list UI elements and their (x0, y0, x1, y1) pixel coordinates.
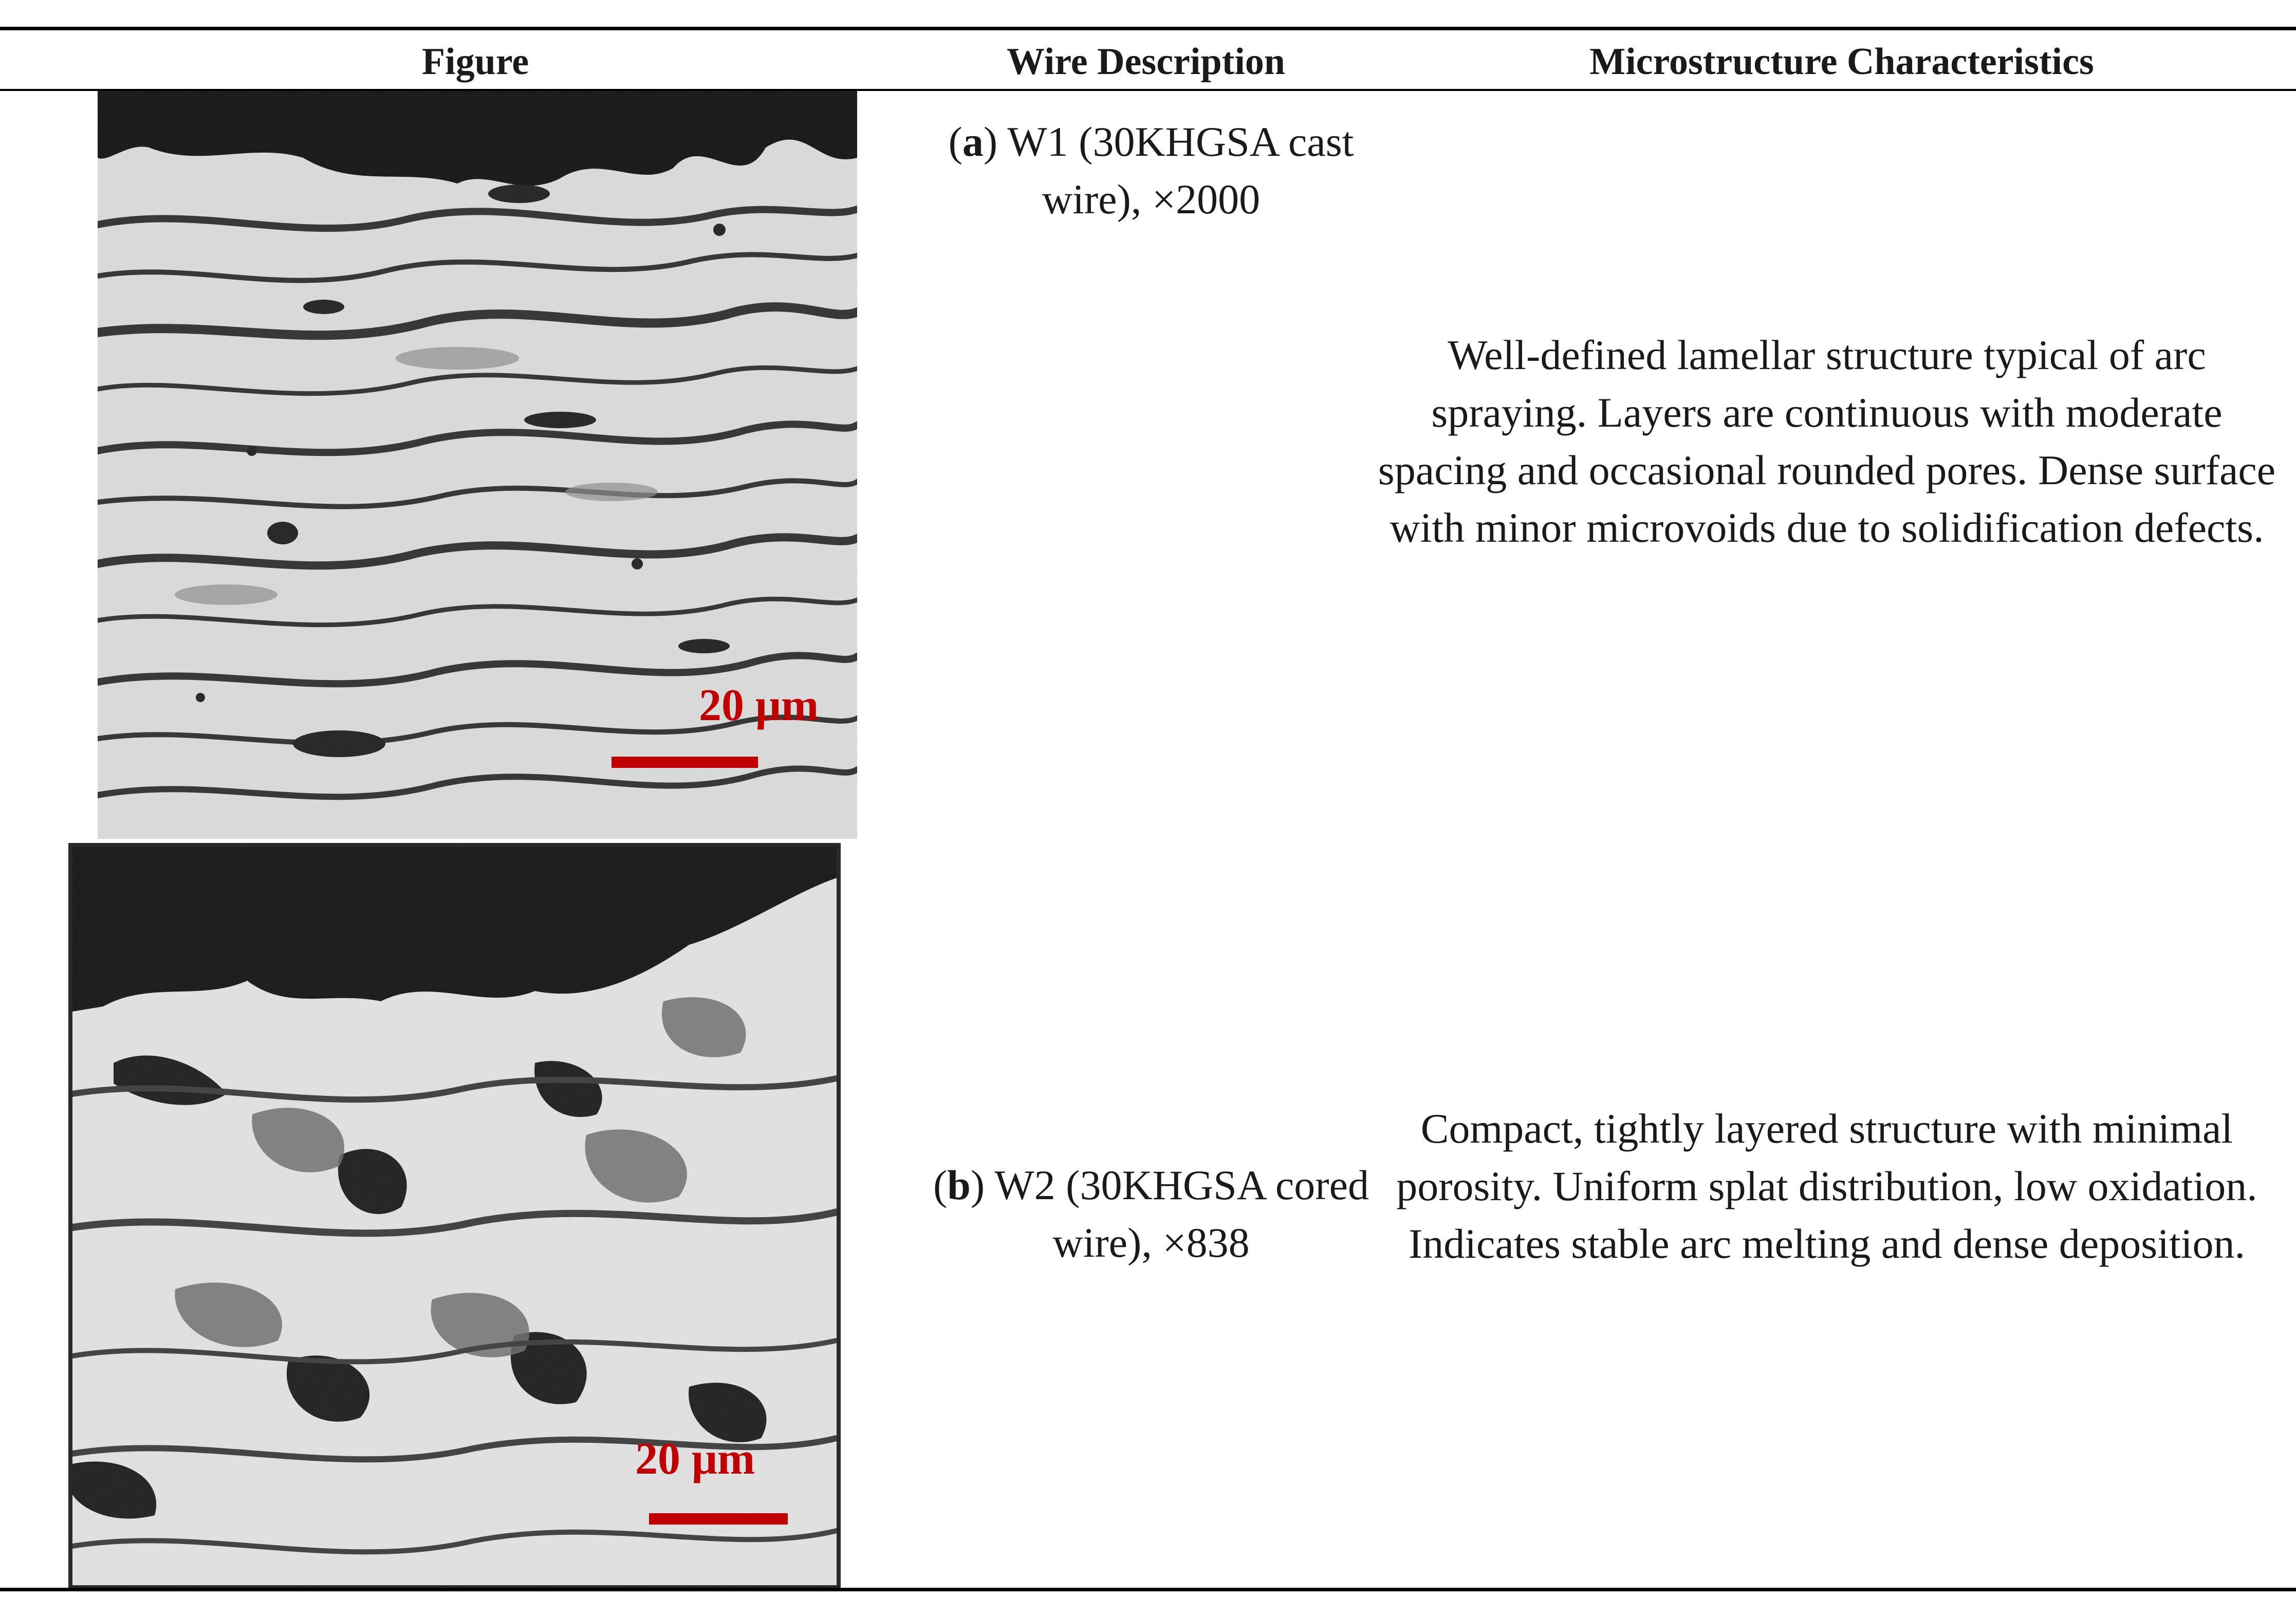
header-wire-description: Wire Description (1007, 41, 1285, 83)
microstructure-characteristics-a: Well-defined lamellar structure typical of arc spraying. Layers are continuous with moderate spacing and occasional rounded pores. Dense surface with minor microvoids due to solidification defects. (1378, 332, 2276, 551)
micrograph-a (98, 91, 857, 839)
scale-bar-label-b: 20 μm (635, 1434, 755, 1484)
wire-description-text-b: W2 (30KHGSA cored wire), ×838 (985, 1162, 1369, 1266)
table-bottom-rule (0, 1588, 2296, 1591)
scale-bar-label-a: 20 μm (699, 681, 819, 730)
scale-bar-b (649, 1513, 788, 1525)
wire-description-a: (a) W1 (30KHGSA cast wire), ×2000 (948, 118, 1354, 223)
row-label-b: b (947, 1162, 971, 1208)
header-figure: Figure (421, 41, 529, 83)
wire-description-b: (b) W2 (30KHGSA cored wire), ×838 (933, 1162, 1369, 1266)
scale-bar-a (612, 757, 758, 768)
micrograph-b (68, 843, 841, 1589)
header-microstructure: Microstructure Characteristics (1589, 41, 2094, 83)
microstructure-characteristics-b: Compact, tightly layered structure with minimal porosity. Uniform splat distribution, low oxidation. Indicates stable arc melting and dense deposition. (1396, 1105, 2257, 1267)
table-top-rule (0, 27, 2296, 30)
wire-description-text-a: W1 (30KHGSA cast wire), ×2000 (997, 118, 1354, 223)
row-label-a: a (962, 118, 984, 165)
